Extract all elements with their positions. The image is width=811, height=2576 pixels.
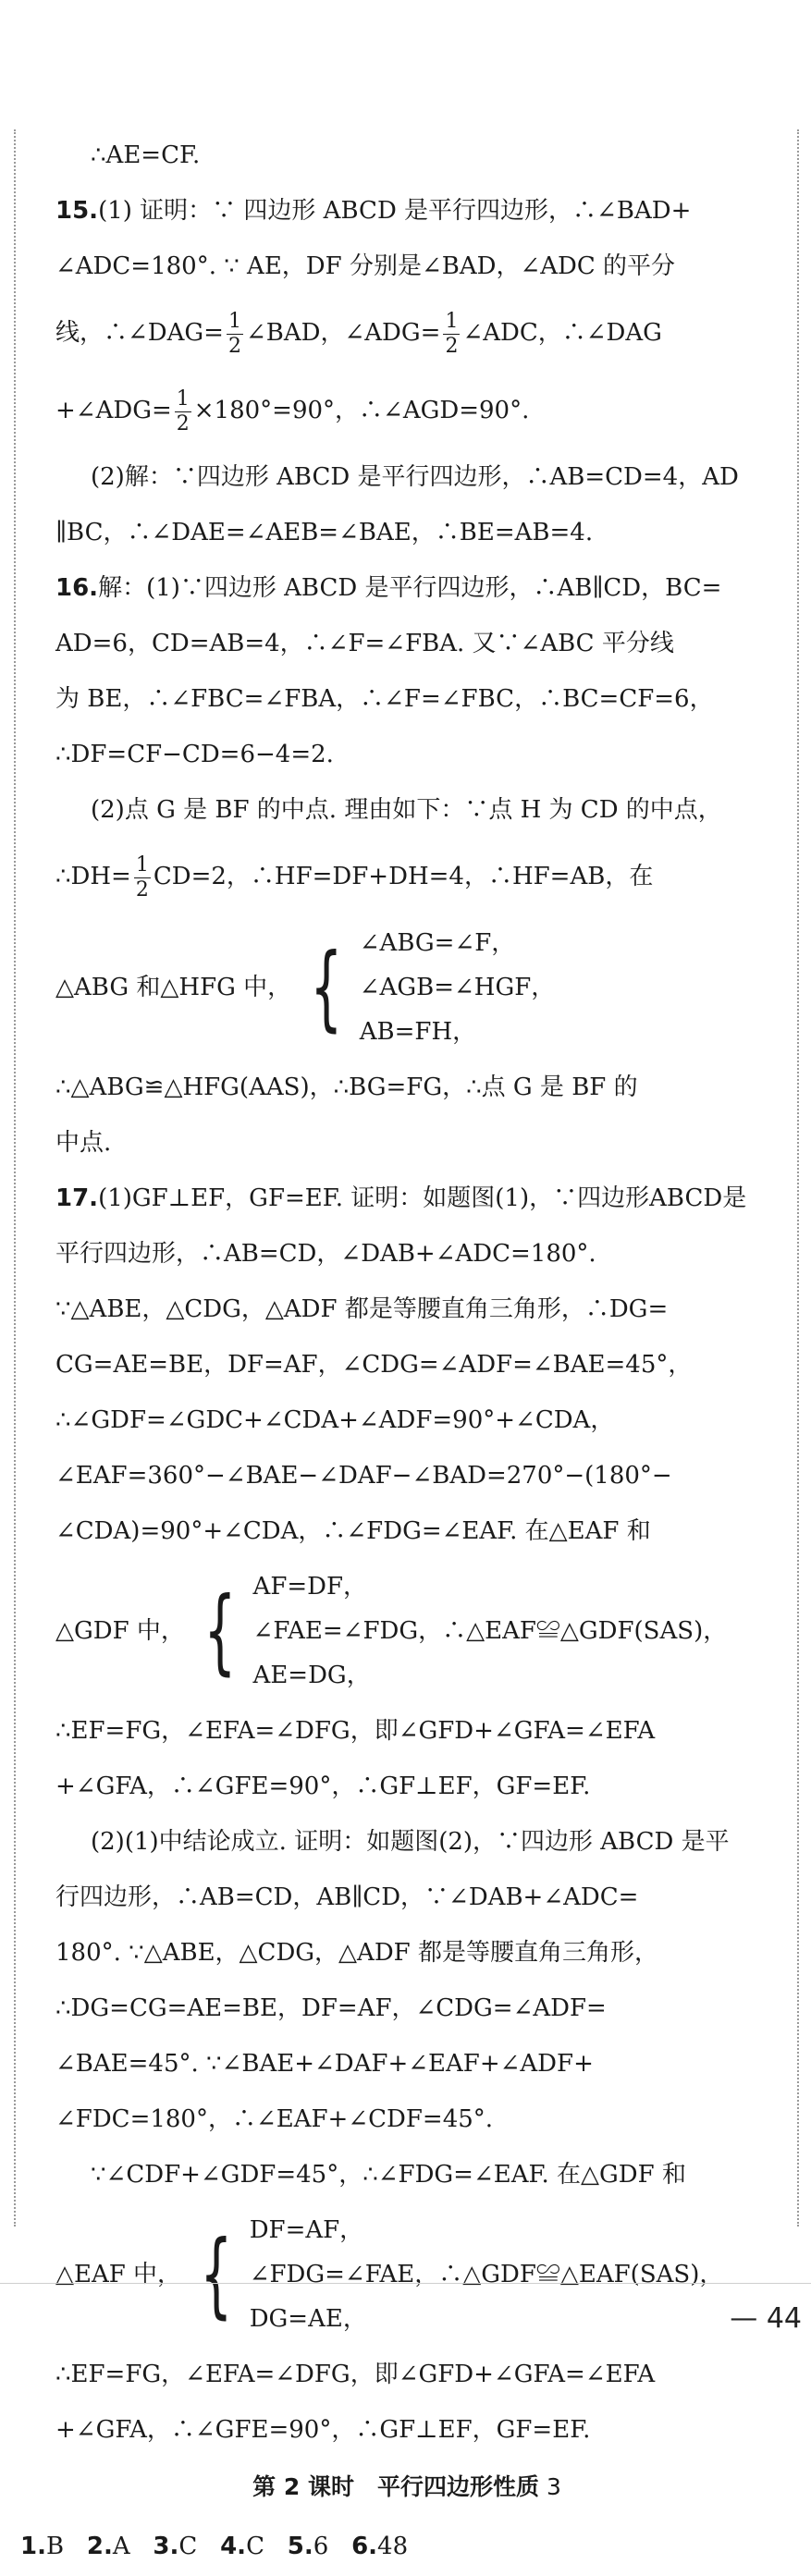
problem-17-line: 17.(1)GF⊥EF，GF=EF. 证明：如题图(1)，∵四边形ABCD是 [55, 1184, 747, 1212]
problem-17-line: 行四边形，∴AB=CD，AB∥CD，∵∠DAB+∠ADC= [55, 1883, 639, 1911]
footer-divider [0, 2283, 811, 2284]
problem-16-line: ∴DH= $\frac{1}{2}$ CD=2，∴HF=DF+DH=4，∴HF=AB，在 [55, 853, 654, 902]
problem-15-line: ∠ADC=180°. ∵ AE，DF 分别是∠BAD，∠ADC 的平分 [55, 252, 676, 280]
problem-16-line: AD=6，CD=AB=4，∴∠F=∠FBA. 又∵∠ABC 平分线 [55, 630, 674, 657]
problem-16-line: (2)点 G 是 BF 的中点. 理由如下：∵点 H 为 CD 的中点， [91, 796, 722, 824]
system-row: ∠ABG=∠F， [359, 929, 516, 957]
equation-system [55, 921, 758, 1054]
answer-key-row: 1.B 2.A 3.C 4.C 5.6 6.48 [20, 2533, 409, 2560]
problem-17-line: ∴EF=FG，∠EFA=∠DFG，即∠GFD+∠GFA=∠EFA [55, 1717, 656, 1745]
problem-15-number: 15. [55, 197, 99, 225]
problem-17-line: ∴EF=FG，∠EFA=∠DFG，即∠GFD+∠GFA=∠EFA [55, 2361, 656, 2388]
equation-system [55, 2208, 758, 2341]
answer-page-content [20, 128, 758, 2576]
problem-15-line: +∠ADG= $\frac{1}{2}$ ×180°=90°，∴∠AGD=90°. [55, 386, 530, 435]
problem-16-line: ∴DF=CF−CD=6−4=2. [55, 741, 334, 768]
page-number: — 44 [730, 2302, 802, 2335]
problem-17-line: ∴∠GDF=∠GDC+∠CDA+∠ADF=90°+∠CDA， [55, 1406, 615, 1434]
problem-17-line: +∠GFA，∴∠GFE=90°，∴GF⊥EF，GF=EF. [55, 2416, 591, 2444]
problem-16-line: 16.解：(1)∵四边形 ABCD 是平行四边形，∴AB∥CD，BC= [55, 574, 722, 602]
system-row: AF=DF， [252, 1573, 368, 1601]
fraction-half: $\frac{1}{2}$ [227, 309, 241, 358]
problem-17-line: +∠GFA，∴∠GFE=90°，∴GF⊥EF，GF=EF. [55, 1773, 591, 1800]
section-title: 第 2 课时 平行四边形性质 3 [252, 2473, 561, 2500]
left-brace: { [203, 1576, 237, 1685]
problem-16-line: 中点. [55, 1129, 112, 1157]
system-lead: △EAF 中， [55, 2261, 182, 2288]
problem-17-line: ∠CDA)=90°+∠CDA，∴∠FDG=∠EAF. 在△EAF 和 [55, 1517, 651, 1545]
problem-15-line: 线，∴∠DAG= $\frac{1}{2}$ ∠BAD，∠ADG= $\frac{1}{2}$ ∠ADC，∴∠DAG [55, 309, 662, 358]
problem-15-line: 15.(1) 证明：∵ 四边形 ABCD 是平行四边形，∴∠BAD+ [55, 197, 692, 225]
problem-17-line: ∴DG=CG=AE=BE，DF=AF，∠CDG=∠ADF= [55, 1994, 607, 2022]
system-row: DG=AE， [249, 2305, 367, 2333]
problem-17-line: ∠EAF=360°−∠BAE−∠DAF−∠BAD=270°−(180°− [55, 1462, 672, 1490]
problem-16-line: 为 BE，∴∠FBC=∠FBA，∴∠F=∠FBC，∴BC=CF=6， [55, 685, 714, 713]
system-row: ∠AGB=∠HGF， [359, 974, 556, 1001]
left-dotted-margin [14, 129, 16, 2226]
problem-17-line: 平行四边形，∴AB=CD，∠DAB+∠ADC=180°. [55, 1240, 596, 1268]
problem-17-line: (2)(1)中结论成立. 证明：如题图(2)，∵四边形 ABCD 是平 [91, 1828, 730, 1856]
problem-14-tail: ∴AE=CF. [91, 141, 201, 169]
system-lead: △ABG 和△HFG 中， [55, 974, 292, 1001]
problem-17-line: 180°. ∵△ABE，△CDG，△ADF 都是等腰直角三角形， [55, 1939, 658, 1967]
problem-16-line: ∴△ABG≌△HFG(AAS)，∴BG=FG，∴点 G 是 BF 的 [55, 1073, 638, 1101]
problem-16-number: 16. [55, 574, 99, 602]
system-lead: △GDF 中， [55, 1617, 185, 1645]
left-brace: { [310, 933, 343, 1041]
problem-17-line: ∵∠CDF+∠GDF=45°，∴∠FDG=∠EAF. 在△GDF 和 [91, 2161, 686, 2189]
section-subtitle: 3 [546, 2473, 561, 2500]
problem-17-line: ∠FDC=180°，∴∠EAF+∠CDF=45°. [55, 2105, 494, 2133]
problem-15-line: (2)解：∵四边形 ABCD 是平行四边形，∴AB=CD=4，AD [91, 463, 739, 491]
fraction-half: $\frac{1}{2}$ [445, 309, 459, 358]
problem-17-number: 17. [55, 1184, 99, 1212]
system-row: ∠FDG=∠FAE，∴△GDF≌△EAF(SAS)， [249, 2261, 724, 2288]
problem-17-line: CG=AE=BE，DF=AF，∠CDG=∠ADF=∠BAE=45°， [55, 1351, 693, 1379]
system-row: DF=AF， [249, 2216, 364, 2244]
equation-system [55, 1564, 758, 1698]
problem-17-line: ∵△ABE，△CDG，△ADF 都是等腰直角三角形，∴DG= [55, 1295, 669, 1323]
right-dotted-margin [797, 129, 799, 2226]
fraction-half: $\frac{1}{2}$ [135, 853, 149, 902]
problem-15-line: ∥BC，∴∠DAE=∠AEB=∠BAE，∴BE=AB=4. [55, 519, 594, 546]
problem-17-line: ∠BAE=45°. ∵∠BAE+∠DAF+∠EAF+∠ADF+ [55, 2050, 594, 2078]
left-brace: { [200, 2220, 233, 2328]
system-row: ∠FAE=∠FDG，∴△EAF≌△GDF(SAS)， [252, 1617, 728, 1645]
system-row: AB=FH， [359, 1018, 477, 1046]
system-row: AE=DG， [252, 1662, 371, 1689]
fraction-half: $\frac{1}{2}$ [176, 386, 190, 435]
